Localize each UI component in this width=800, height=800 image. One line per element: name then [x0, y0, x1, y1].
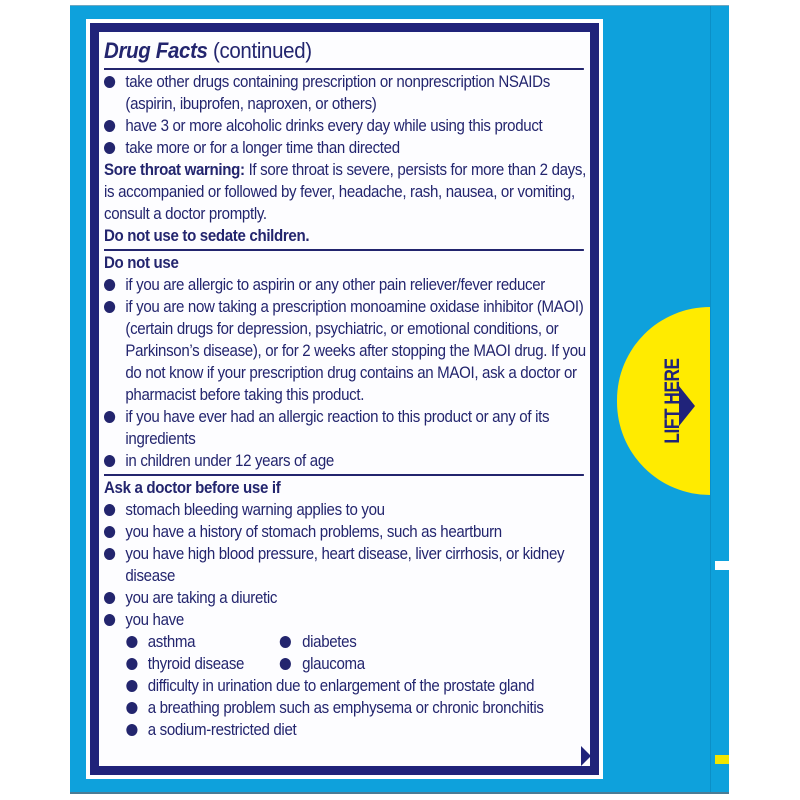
- sedate-warning: Do not use to sedate children.: [104, 227, 310, 245]
- sub-list-item: difficulty in urination due to enlargement of the prostate gland: [104, 675, 597, 697]
- list-item: if you are allergic to aspirin or any other pain reliever/fever reducer: [104, 274, 597, 296]
- sub-list-item: a sodium-restricted diet: [104, 719, 597, 741]
- list-item: you have: [104, 609, 597, 631]
- list-item: take more or for a longer time than directed: [104, 137, 597, 159]
- list-item: if you are now taking a prescription monoamine oxidase inhibitor (MAOI) (certain drugs for depression, psychiatric, or emotional conditions, or Parkinson’s disease), or for 2 weeks after stopping the MAOI drug. If you do not know if your prescription drug contains an MAOI, ask a doctor or pharmacist before taking this product.: [104, 296, 597, 406]
- section-divider: [104, 474, 584, 476]
- do-not-use-heading: Do not use: [104, 254, 179, 272]
- sub-list-item: diabetes: [280, 631, 357, 653]
- section-divider: [104, 249, 584, 251]
- list-item: have 3 or more alcoholic drinks every day while using this product: [104, 115, 597, 137]
- lift-here-tab[interactable]: [617, 307, 710, 495]
- drug-facts-title: [104, 36, 597, 66]
- list-item: you have a history of stomach problems, such as heartburn: [104, 521, 597, 543]
- lift-arrow-icon: [679, 386, 695, 426]
- drug-facts-panel: [90, 23, 599, 775]
- title-continued: (continued): [207, 38, 312, 63]
- list-item: take other drugs containing prescription or nonprescription NSAIDs (aspirin, ibuprofen, naproxen, or others): [104, 71, 597, 115]
- sub-list-item: a breathing problem such as emphysema or chronic bronchitis: [104, 697, 597, 719]
- sub-list-item: asthma: [104, 631, 280, 653]
- lift-here-text: LIFT HERE: [661, 358, 684, 444]
- yellow-tick-mark: [715, 755, 729, 764]
- sore-throat-text: If sore throat is severe, persists for more than 2 days, is accompanied or followed by fever, headache, rash, nausea, or vomiting, consult a doctor promptly.: [104, 161, 586, 223]
- list-item: if you have ever had an allergic reaction to this product or any of its ingredients: [104, 406, 597, 450]
- list-item: you are taking a diuretic: [104, 587, 597, 609]
- section-divider: [104, 68, 584, 70]
- white-tick-mark: [715, 561, 729, 570]
- condition-row: [104, 653, 597, 675]
- condition-row: [104, 631, 597, 653]
- continue-arrow-icon: [581, 746, 591, 766]
- fold-seam: [710, 6, 711, 792]
- title-bold: Drug Facts: [104, 38, 208, 63]
- ask-doctor-heading: Ask a doctor before use if: [104, 479, 281, 497]
- sore-throat-label: Sore throat warning:: [104, 161, 245, 179]
- drug-facts-content: [104, 32, 597, 741]
- package-panel: [70, 5, 729, 794]
- list-item: in children under 12 years of age: [104, 450, 597, 472]
- sub-list-item: thyroid disease: [104, 653, 280, 675]
- list-item: you have high blood pressure, heart disease, liver cirrhosis, or kidney disease: [104, 543, 597, 587]
- list-item: stomach bleeding warning applies to you: [104, 499, 597, 521]
- sore-throat-warning: [104, 159, 597, 225]
- sub-list-item: glaucoma: [280, 653, 365, 675]
